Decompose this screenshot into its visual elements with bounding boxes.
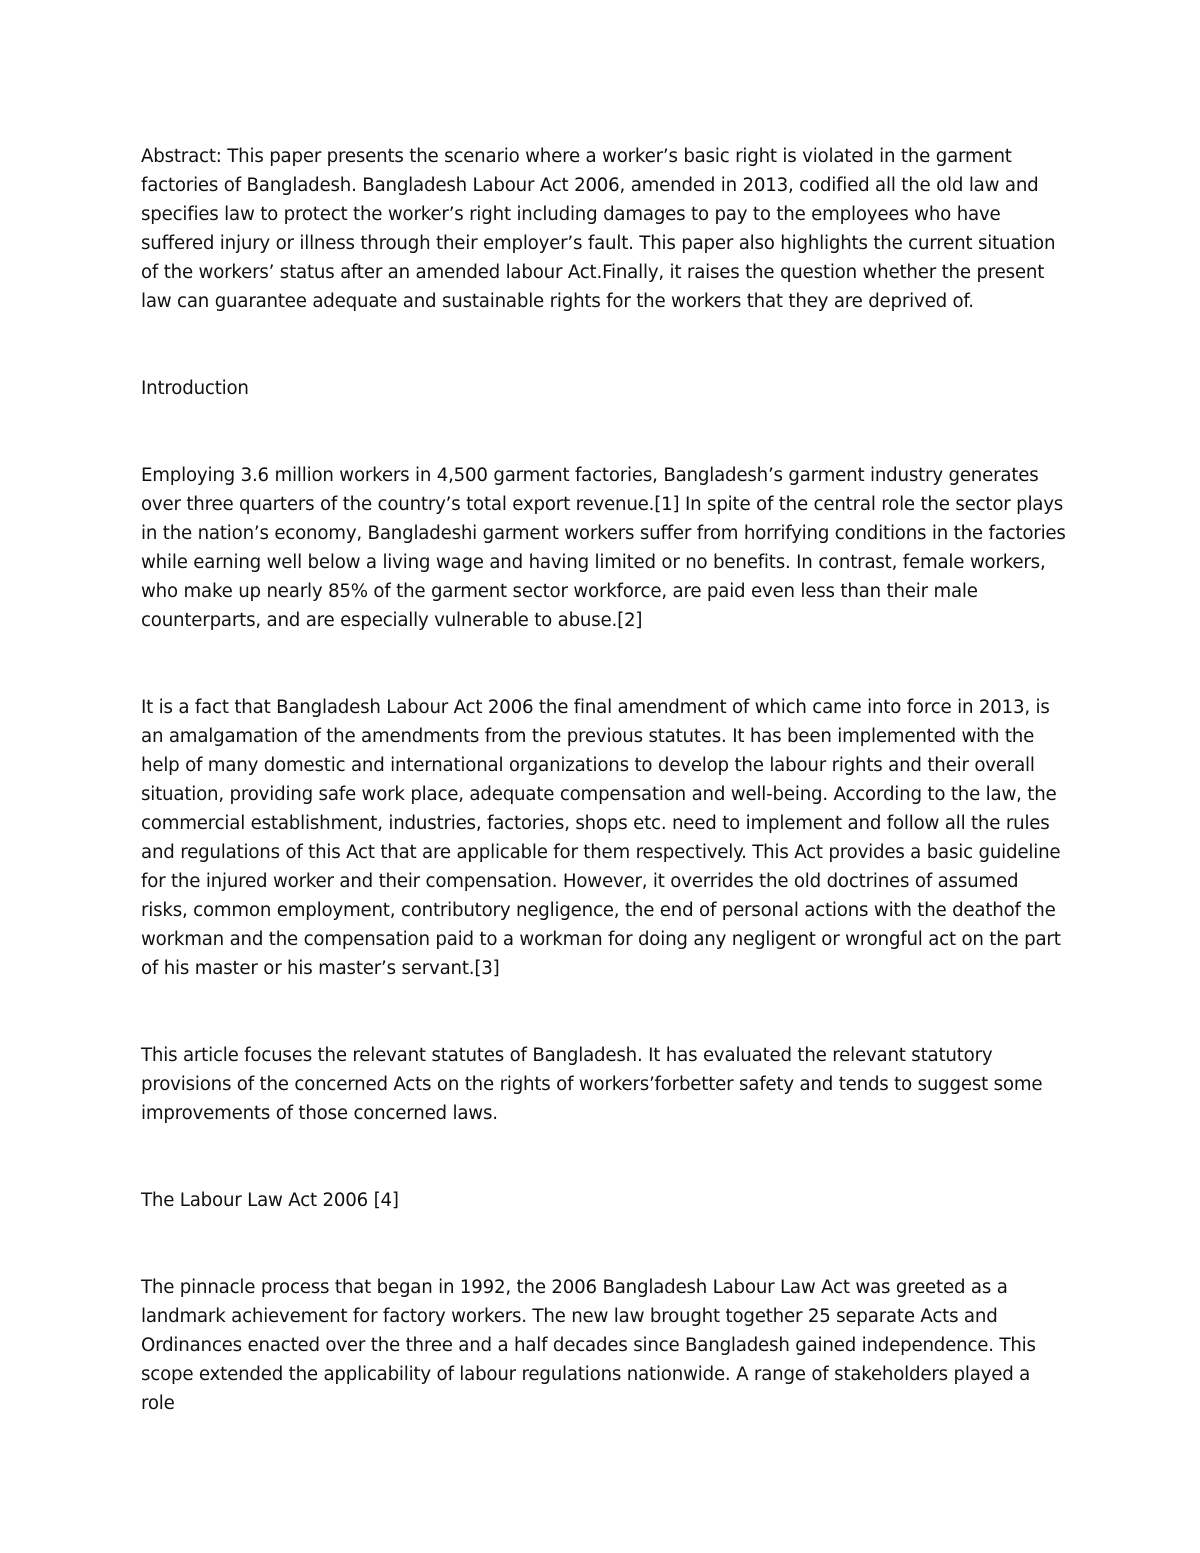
document-body bbox=[141, 142, 1066, 1418]
spacer bbox=[141, 316, 1066, 374]
spacer bbox=[141, 1128, 1066, 1186]
introduction-paragraph-1: Employing 3.6 million workers in 4,500 garment factories, Bangladesh’s garment industry generates over three quarters of the country’s total export revenue.[1] In spite of the central role the sector plays in the nation’s economy, Bangladeshi garment workers suffer from horrifying conditions in the factories while earning well below a living wage and having limited or no benefits. In contrast, female workers, who make up nearly 85% of the garment sector workforce, are paid even less than their male counterparts, and are especially vulnerable to abuse.[2] bbox=[141, 465, 1066, 631]
spacer bbox=[141, 635, 1066, 693]
spacer bbox=[141, 1215, 1066, 1273]
labour-law-act-heading: The Labour Law Act 2006 [4] bbox=[141, 1190, 399, 1211]
abstract-paragraph: Abstract: This paper presents the scenario where a worker’s basic right is violated in the garment factories of Bangladesh. Bangladesh Labour Act 2006, amended in 2013, codified all the old law and specifies law to protect the worker’s right including damages to pay to the employees who have suffered injury or illness through their employer’s fault. This paper also highlights the current situation of the workers’ status after an amended labour Act.Finally, it raises the question whether the present law can guarantee adequate and sustainable rights for the workers that they are deprived of. bbox=[141, 146, 1056, 312]
spacer bbox=[141, 983, 1066, 1041]
introduction-heading: Introduction bbox=[141, 378, 249, 399]
spacer bbox=[141, 403, 1066, 461]
labour-law-act-paragraph-1: The pinnacle process that began in 1992, the 2006 Bangladesh Labour Law Act was greeted as a landmark achievement for factory workers. The new law brought together 25 separate Acts and Ordinances enacted over the three and a half decades since Bangladesh gained independence. This scope extended the applicability of labour regulations nationwide. A range of stakeholders played a role bbox=[141, 1277, 1036, 1414]
introduction-paragraph-2: It is a fact that Bangladesh Labour Act 2006 the final amendment of which came into force in 2013, is an amalgamation of the amendments from the previous statutes. It has been implemented with the help of many domestic and international organizations to develop the labour rights and their overall situation, providing safe work place, adequate compensation and well-being. According to the law, the commercial establishment, industries, factories, shops etc. need to implement and follow all the rules and regulations of this Act that are applicable for them respectively. This Act provides a basic guideline for the injured worker and their compensation. However, it overrides the old doctrines of assumed risks, common employment, contributory negligence, the end of personal actions with the deathof the workman and the compensation paid to a workman for doing any negligent or wrongful act on the part of his master or his master’s servant.[3] bbox=[141, 697, 1061, 979]
introduction-paragraph-3: This article focuses the relevant statutes of Bangladesh. It has evaluated the relevant statutory provisions of the concerned Acts on the rights of workers’forbetter safety and tends to suggest some improvements of those concerned laws. bbox=[141, 1045, 1043, 1124]
